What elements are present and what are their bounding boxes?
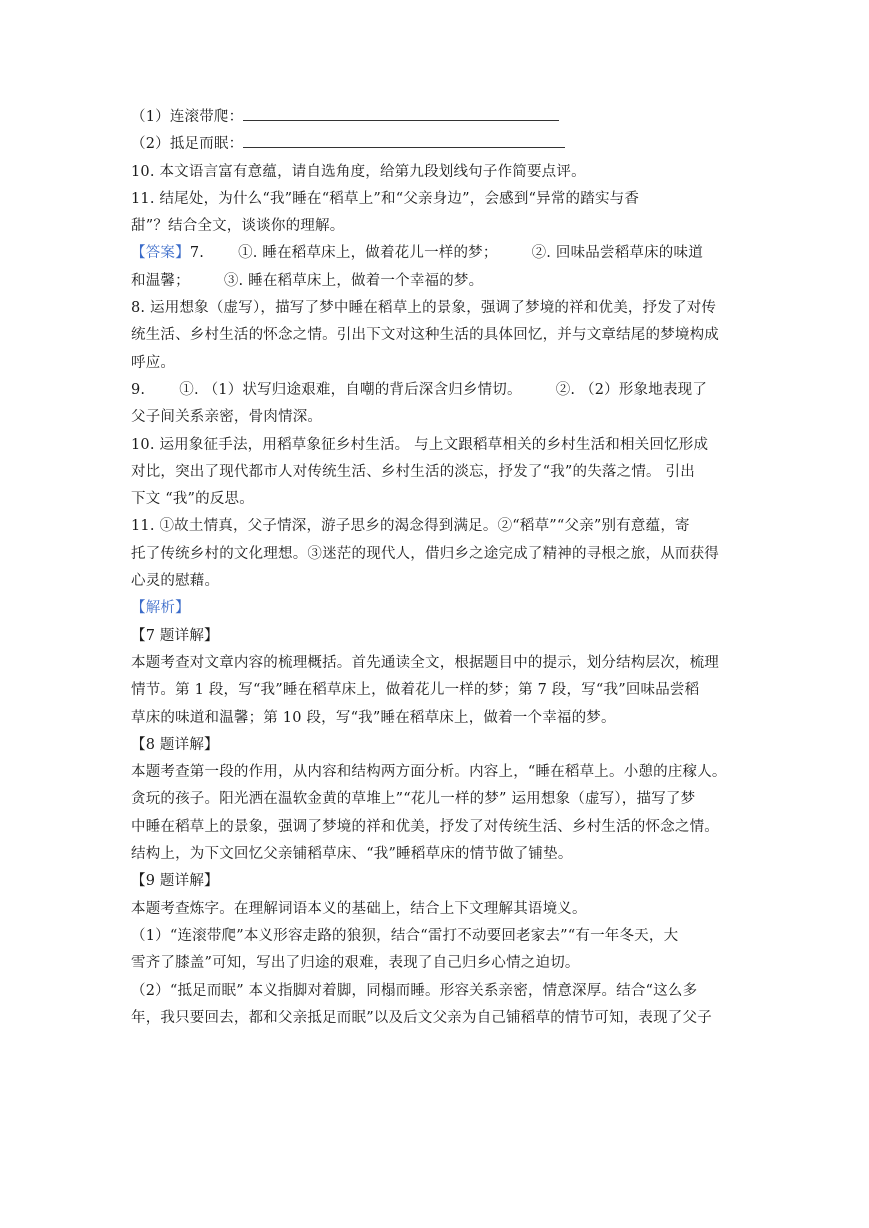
answer-blank-2[interactable] bbox=[243, 146, 565, 148]
answer-11-line: 11. ①故土情真，父子情深，游子思乡的渴念得到满足。②“稻草”“父亲”别有意蕴，寄 bbox=[131, 518, 690, 535]
answer-7-line-2: 和温馨； ③. 睡在稻草床上，做着一个幸福的梦。 bbox=[131, 272, 484, 289]
answer-10-line: 对比，突出了现代都市人对传统生活、乡村生活的淡忘，抒发了“我”的失落之情。 引出 bbox=[131, 463, 695, 480]
question-10: 10. 本文语言富有意蕴，请自选角度，给第九段划线句子作简要点评。 bbox=[131, 163, 586, 180]
analysis-7-line: 草床的味道和温馨；第 10 段，写“我”睡在稻草床上，做着一个幸福的梦。 bbox=[131, 709, 616, 726]
analysis-9-line: （1）“连滚带爬”本义形容走路的狼狈，结合“雷打不动要回老家去”“有一年冬天，大 bbox=[131, 927, 679, 944]
answer-9-line-1: 9. ①. （1）状写归途艰难，自嘲的背后深含归乡情切。 ②. （2）形象地表现了 bbox=[131, 381, 708, 398]
analysis-8-line: 中睡在稻草上的景象，强调了梦境的祥和优美，抒发了对传统生活、乡村生活的怀念之情。 bbox=[131, 818, 719, 835]
analysis-9-line: 本题考查炼字。在理解词语本义的基础上，结合上下文理解其语境义。 bbox=[131, 900, 587, 917]
analysis-9-heading: 【9 题详解】 bbox=[131, 873, 219, 890]
analysis-9-line: 雪齐了膝盖”可知，写出了归途的艰难，表现了自己归乡心情之迫切。 bbox=[131, 955, 580, 972]
answer-8-line: 呼应。 bbox=[131, 354, 176, 371]
answer-11-line: 托了传统乡村的文化理想。③迷茫的现代人，借归乡之途完成了精神的寻根之旅，从而获得 bbox=[131, 545, 719, 562]
answer-tag: 【答案】 bbox=[131, 245, 190, 262]
question-11-line-1: 11. 结尾处，为什么“我”睡在“稻草上”和“父亲身边”，会感到“异常的踏实与香 bbox=[131, 190, 640, 207]
answer-8-line: 8. 运用想象（虚写），描写了梦中睡在稻草上的景象，强调了梦境的祥和优美，抒发了对传 bbox=[131, 300, 717, 317]
analysis-9-line: 年，我只要回去，都和父亲抵足而眠”以及后文父亲为自己铺稻草的情节可知，表现了父子 bbox=[131, 1009, 712, 1026]
answer-8-line: 统生活、乡村生活的怀念之情。引出下文对这种生活的具体回忆，并与文章结尾的梦境构成 bbox=[131, 327, 719, 344]
analysis-8-line: 贪玩的孩子。阳光洒在温软金黄的草堆上”“花儿一样的梦” 运用想象（虚写），描写了梦 bbox=[131, 791, 696, 808]
analysis-8-heading: 【8 题详解】 bbox=[131, 736, 219, 753]
analysis-8-line: 结构上，为下文回忆父亲铺稻草床、“我”睡稻草床的情节做了铺垫。 bbox=[131, 846, 573, 863]
question-9-item-2: （2）抵足而眠： bbox=[131, 131, 741, 158]
analysis-7-heading: 【7 题详解】 bbox=[131, 627, 219, 644]
analysis-7-line: 情节。第 1 段，写“我”睡在稻草床上，做着花儿一样的梦；第 7 段，写“我”回味品尝稻 bbox=[131, 682, 700, 699]
question-9-item-1: （1）连滚带爬： bbox=[131, 104, 741, 131]
analysis-tag: 【解析】 bbox=[131, 600, 190, 617]
analysis-8-line: 本题考查第一段的作用，从内容和结构两方面分析。内容上，“睡在稻草上。小憩的庄稼人。 bbox=[131, 764, 727, 781]
answer-10-line: 10. 运用象征手法，用稻草象征乡村生活。 与上文跟稻草相关的乡村生活和相关回忆形成 bbox=[131, 436, 709, 453]
answer-blank-1[interactable] bbox=[243, 119, 559, 121]
answer-7-line-1: 【答案】7. ①. 睡在稻草床上，做着花儿一样的梦； ②. 回味品尝稻草床的味道 bbox=[131, 245, 703, 262]
document-content bbox=[131, 104, 741, 1032]
answer-11-line: 心灵的慰藉。 bbox=[131, 573, 220, 590]
question-11-line-2: 甜”？结合全文，谈谈你的理解。 bbox=[131, 218, 345, 235]
analysis-7-line: 本题考查对文章内容的梳理概括。首先通读全文，根据题目中的提示，划分结构层次，梳理 bbox=[131, 654, 719, 671]
analysis-9-line: （2）“抵足而眠” 本义指脚对着脚，同榻而睡。形容关系亲密，情意深厚。结合“这么多 bbox=[131, 982, 698, 999]
answer-10-line: 下文 “我”的反思。 bbox=[131, 491, 254, 508]
answer-9-line-2: 父子间关系亲密，骨肉情深。 bbox=[131, 409, 323, 426]
